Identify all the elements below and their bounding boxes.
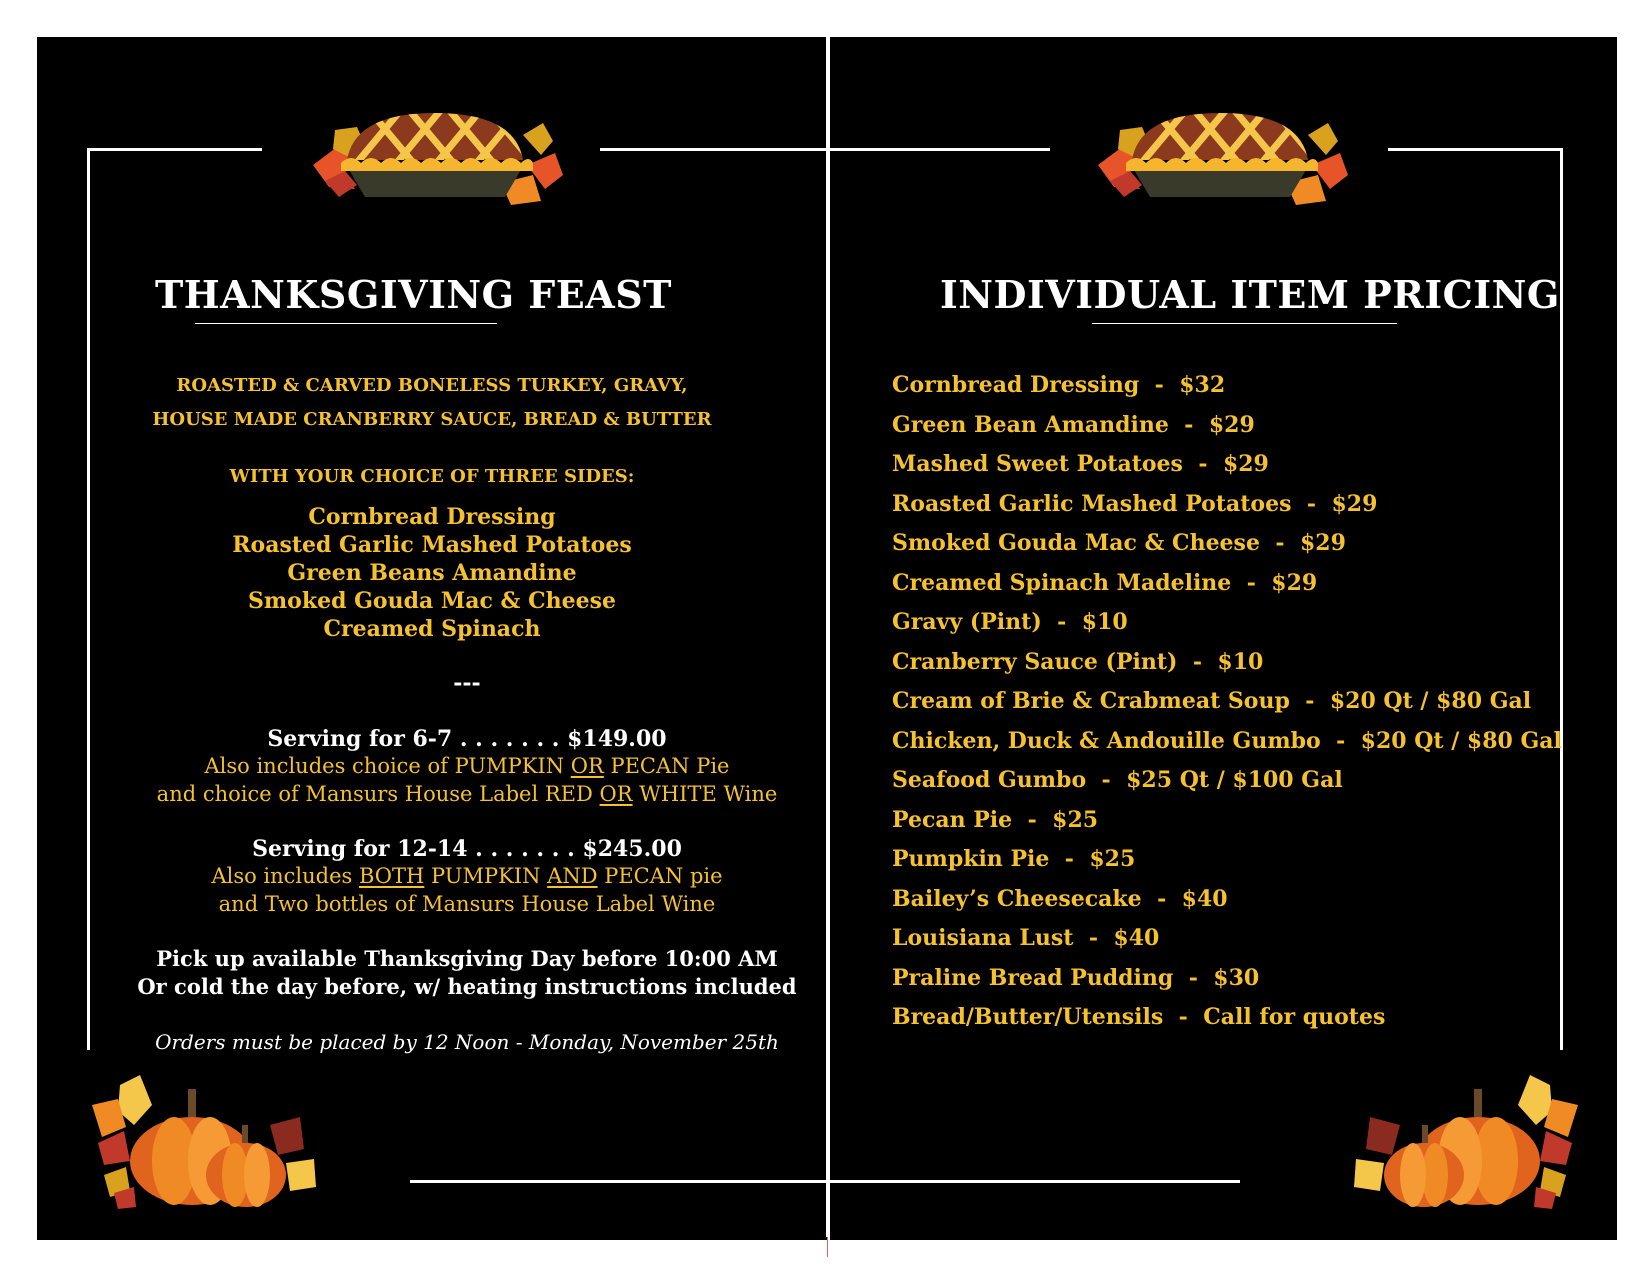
package-detail: and choice of Mansurs House Label RED OR WHITE Wine bbox=[156, 782, 778, 806]
side-item: Smoked Gouda Mac & Cheese bbox=[248, 588, 616, 614]
price-item: Pumpkin Pie - $25 bbox=[892, 846, 1136, 872]
price-item: Seafood Gumbo - $25 Qt / $100 Gal bbox=[892, 767, 1343, 793]
price-item: Mashed Sweet Potatoes - $29 bbox=[892, 451, 1269, 477]
section-separator: --- bbox=[453, 670, 481, 696]
feast-content bbox=[37, 0, 827, 1275]
price-item: Bread/Butter/Utensils - Call for quotes bbox=[892, 1004, 1386, 1030]
pie-icon bbox=[1090, 105, 1350, 210]
feast-title: THANKSGIVING FEAST bbox=[155, 272, 672, 317]
side-item: Creamed Spinach bbox=[323, 616, 541, 642]
price-item: Roasted Garlic Mashed Potatoes - $29 bbox=[892, 490, 1378, 517]
sides-heading: WITH YOUR CHOICE OF THREE SIDES: bbox=[229, 466, 635, 487]
price-item: Creamed Spinach Madeline - $29 bbox=[892, 569, 1318, 596]
price-item: Green Bean Amandine - $29 bbox=[892, 411, 1255, 438]
price-item: Bailey’s Cheesecake - $40 bbox=[892, 885, 1228, 912]
price-item: Cornbread Dressing - $32 bbox=[892, 372, 1226, 398]
pickup-info: Or cold the day before, w/ heating instructions included bbox=[137, 974, 797, 999]
package-detail: Also includes BOTH PUMPKIN AND PECAN pie bbox=[211, 864, 723, 888]
frame-line bbox=[1388, 148, 1563, 151]
price-item: Louisiana Lust - $40 bbox=[892, 925, 1160, 951]
price-item: Gravy (Pint) - $10 bbox=[892, 609, 1128, 635]
title-underline bbox=[1092, 323, 1397, 324]
price-item: Smoked Gouda Mac & Cheese - $29 bbox=[892, 530, 1346, 556]
package-heading: Serving for 12-14 . . . . . . . $245.00 bbox=[252, 836, 682, 862]
side-item: Green Beans Amandine bbox=[287, 560, 577, 586]
intro-line: ROASTED & CARVED BONELESS TURKEY, GRAVY, bbox=[176, 375, 688, 396]
price-list bbox=[892, 372, 1562, 1044]
package-heading: Serving for 6-7 . . . . . . . $149.00 bbox=[267, 726, 667, 752]
price-item: Cranberry Sauce (Pint) - $10 bbox=[892, 648, 1264, 675]
price-item: Pecan Pie - $25 bbox=[892, 806, 1099, 833]
package-detail: and Two bottles of Mansurs House Label Wine bbox=[218, 892, 716, 916]
pricing-title: INDIVIDUAL ITEM PRICING bbox=[940, 272, 1560, 317]
fold-mark bbox=[827, 1237, 828, 1257]
price-item: Chicken, Duck & Andouille Gumbo - $20 Qt / $80 Gal bbox=[892, 727, 1562, 754]
side-item: Cornbread Dressing bbox=[308, 504, 556, 530]
sides-list bbox=[37, 503, 827, 643]
package-detail: Also includes choice of PUMPKIN OR PECAN Pie bbox=[204, 754, 730, 778]
price-item: Cream of Brie & Crabmeat Soup - $20 Qt / $80 Gal bbox=[892, 688, 1532, 714]
price-item: Praline Bread Pudding - $30 bbox=[892, 964, 1260, 991]
order-deadline: Orders must be placed by 12 Noon - Monday, November 25th bbox=[155, 1030, 779, 1054]
pumpkin-icon bbox=[1345, 1075, 1580, 1210]
intro-line: HOUSE MADE CRANBERRY SAUCE, BREAD & BUTTER bbox=[152, 409, 712, 430]
side-item: Roasted Garlic Mashed Potatoes bbox=[232, 532, 632, 558]
pickup-info: Pick up available Thanksgiving Day before 10:00 AM bbox=[156, 946, 778, 971]
